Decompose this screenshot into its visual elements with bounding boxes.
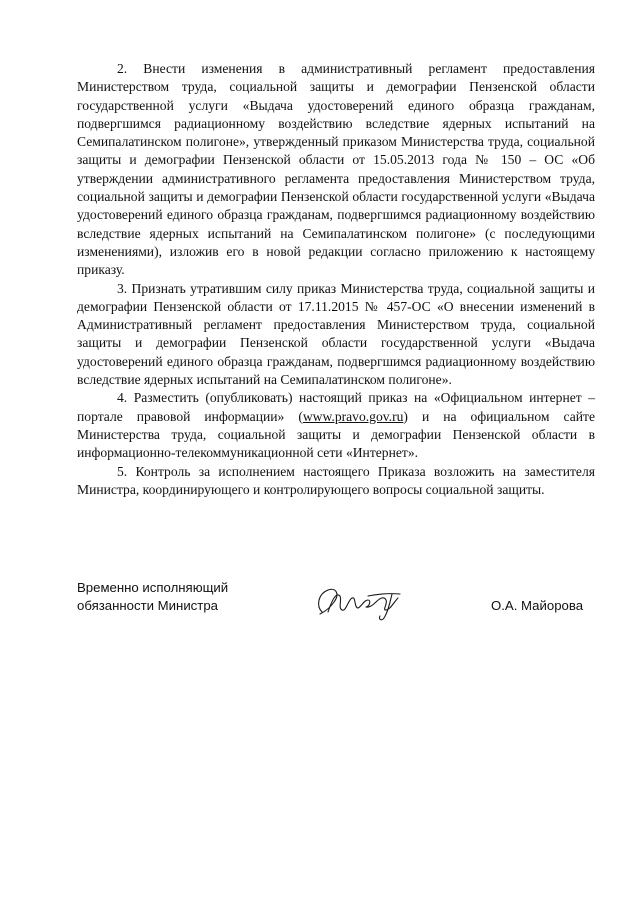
pravo-gov-link[interactable]: www.pravo.gov.ru [302,408,404,424]
paragraph-2: 2. Внести изменения в административный регламент предоставления Министерством труда, социальной защиты и демографии Пензенской области государственной услуги «Выдача удостоверений единого образца гражданам, подвергшимся радиационному воздействию вследствие ядерных испытаний на Семипалатинском полигоне», утвержденный приказом Министерства труда, социальной защиты и демографии Пензенской области от 15.05.2013 года № 150 – ОС «Об утверждении административного регламента предоставления Министерством труда, социальной защиты и демографии Пензенской области государственной услуги «Выдача удостоверений единого образца гражданам, подвергшимся радиационному воздействию вследствие ядерных испытаний на Семипалатинском полигоне» (с последующими изменениями), изложив его в новой редакции согласно приложению к настоящему приказу. [77,61,595,278]
signatory-name: О.А. Майорова [491,598,584,613]
paragraph-4-text-before: 4. Разместить (опубликовать) настоящий приказ на «Официальном интернет – портале правовой информации» ( [77,390,595,424]
paragraph-3: 3. Признать утратившим силу приказ Министерства труда, социальной защиты и демографии Пензенской области от 17.11.2015 № 457-ОС «О внесении изменений в Административный регламент предоставления Министерством труда, социальной защиты и демографии Пензенской области государственной услуги «Выдача удостоверений единого образца гражданам, подвергшимся радиационному воздействию вследствие ядерных испытаний на Семипалатинском полигоне». [77,280,595,388]
signatory-title-line-1: Временно исполняющий [77,580,229,595]
signatory-title-line-2: обязанности Министра [77,598,218,613]
paragraph-5: 5. Контроль за исполнением настоящего Приказа возложить на заместителя Министра, координирующего и контролирующего вопросы социальной защиты. [77,463,595,497]
paragraph-4 [77,389,595,462]
handwritten-signature [308,582,408,622]
document-body [77,60,595,499]
paragraph-4-text-after: ) и на официальном сайте Министерства труда, социальной защиты и демографии Пензенской области в информационно-телекоммуникационной сети «Интернет». [77,408,596,461]
signatory-title [77,579,228,615]
